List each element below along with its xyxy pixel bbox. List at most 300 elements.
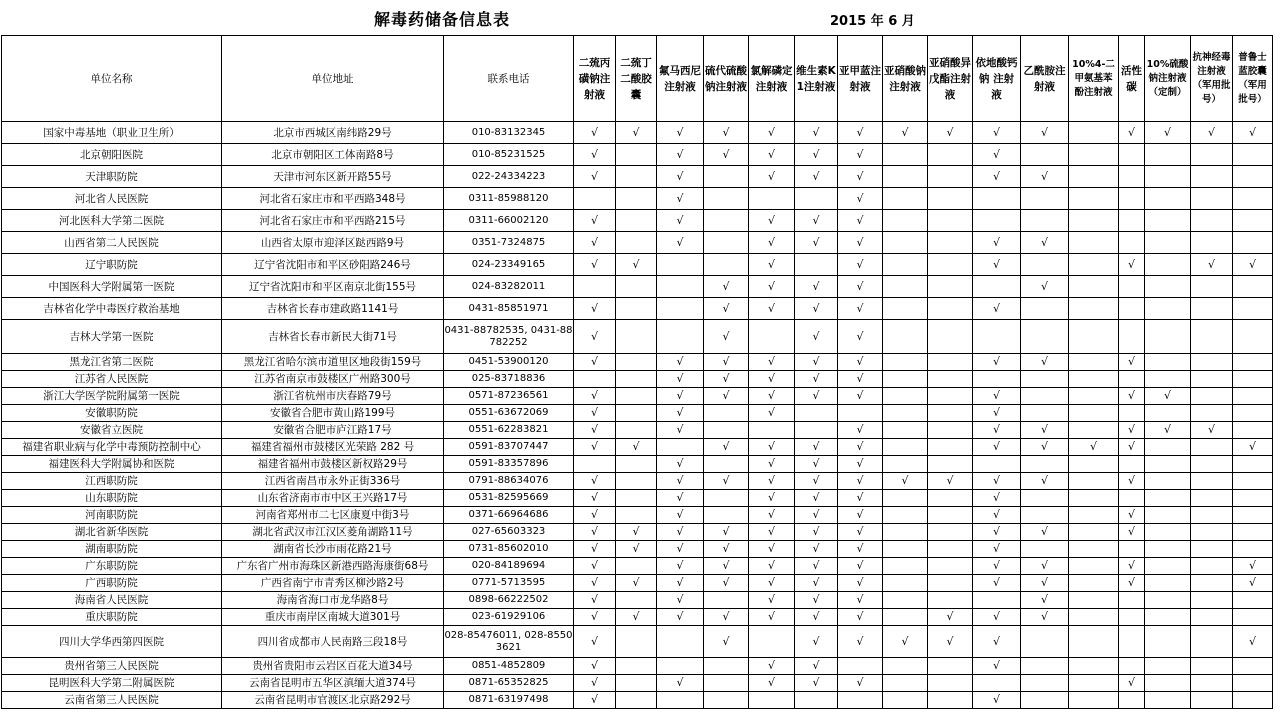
stock-empty-cell — [1119, 692, 1145, 709]
stock-check-cell — [973, 405, 1021, 422]
stock-empty-cell — [1069, 575, 1119, 592]
stock-check-cell — [838, 507, 883, 524]
stock-empty-cell — [704, 456, 749, 473]
check-mark: √ — [1207, 423, 1215, 436]
stock-empty-cell — [1069, 276, 1119, 298]
stock-empty-cell — [973, 592, 1021, 609]
phone-cell: 0311-66002120 — [444, 210, 574, 232]
unit-name-cell: 福建医科大学附属协和医院 — [2, 456, 222, 473]
stock-check-cell — [704, 473, 749, 490]
check-mark: √ — [767, 593, 775, 606]
stock-check-cell — [704, 298, 749, 320]
stock-empty-cell — [1191, 609, 1233, 626]
stock-check-cell — [973, 490, 1021, 507]
column-header-drug: 依地酸钙钠 注射液 — [973, 36, 1021, 122]
check-mark: √ — [676, 423, 684, 436]
stock-check-cell — [574, 405, 616, 422]
stock-check-cell — [1021, 276, 1069, 298]
stock-check-cell — [1119, 254, 1145, 276]
stock-empty-cell — [1233, 298, 1273, 320]
stock-check-cell — [616, 122, 657, 144]
stock-check-cell — [1021, 558, 1069, 575]
check-mark: √ — [1040, 559, 1048, 572]
unit-name-cell: 河北省人民医院 — [2, 188, 222, 210]
stock-check-cell — [1233, 575, 1273, 592]
stock-check-cell — [574, 298, 616, 320]
stock-empty-cell — [1069, 473, 1119, 490]
stock-check-cell — [574, 210, 616, 232]
check-mark: √ — [676, 593, 684, 606]
stock-empty-cell — [1021, 692, 1069, 709]
stock-empty-cell — [1191, 320, 1233, 354]
stock-empty-cell — [1069, 388, 1119, 405]
stock-empty-cell — [657, 320, 704, 354]
check-mark: √ — [856, 279, 864, 293]
unit-name-cell: 安徽省立医院 — [2, 422, 222, 439]
check-mark: √ — [856, 355, 864, 368]
stock-empty-cell — [1191, 575, 1233, 592]
check-mark: √ — [767, 355, 775, 368]
check-mark: √ — [676, 169, 684, 183]
stock-empty-cell — [928, 524, 973, 541]
stock-check-cell — [838, 473, 883, 490]
stock-empty-cell — [1233, 456, 1273, 473]
stock-empty-cell — [973, 675, 1021, 692]
stock-check-cell — [973, 298, 1021, 320]
stock-empty-cell — [1021, 388, 1069, 405]
check-mark: √ — [856, 610, 864, 623]
stock-check-cell — [838, 166, 883, 188]
phone-cell: 010-85231525 — [444, 144, 574, 166]
table-row — [2, 405, 1273, 422]
stock-check-cell — [795, 456, 838, 473]
stock-empty-cell — [1191, 524, 1233, 541]
stock-empty-cell — [928, 210, 973, 232]
stock-empty-cell — [1191, 166, 1233, 188]
check-mark: √ — [856, 213, 864, 227]
stock-empty-cell — [1119, 405, 1145, 422]
stock-empty-cell — [1233, 541, 1273, 558]
stock-empty-cell — [1119, 490, 1145, 507]
unit-address-cell: 江苏省南京市鼓楼区广州路300号 — [222, 371, 444, 388]
stock-empty-cell — [795, 188, 838, 210]
sheet-title: 解毒药储备信息表 — [374, 10, 511, 29]
stock-empty-cell — [1119, 658, 1145, 675]
stock-check-cell — [574, 320, 616, 354]
table-row — [2, 592, 1273, 609]
phone-cell: 0871-65352825 — [444, 675, 574, 692]
unit-address-cell: 吉林省长春市建政路1141号 — [222, 298, 444, 320]
unit-address-cell: 北京市朝阳区工体南路8号 — [222, 144, 444, 166]
phone-cell: 0451-53900120 — [444, 354, 574, 371]
stock-empty-cell — [928, 456, 973, 473]
stock-empty-cell — [1119, 276, 1145, 298]
table-row — [2, 254, 1273, 276]
check-mark: √ — [632, 542, 640, 555]
stock-check-cell — [795, 371, 838, 388]
check-mark: √ — [767, 389, 775, 402]
table-row — [2, 692, 1273, 709]
stock-check-cell — [838, 144, 883, 166]
stock-empty-cell — [928, 490, 973, 507]
stock-empty-cell — [1191, 692, 1233, 709]
stock-empty-cell — [883, 558, 928, 575]
stock-check-cell — [795, 122, 838, 144]
stock-empty-cell — [928, 507, 973, 524]
stock-empty-cell — [1069, 541, 1119, 558]
stock-check-cell — [574, 575, 616, 592]
check-mark: √ — [946, 634, 954, 648]
phone-cell: 0551-63672069 — [444, 405, 574, 422]
stock-empty-cell — [883, 524, 928, 541]
stock-check-cell — [616, 609, 657, 626]
table-row — [2, 166, 1273, 188]
stock-empty-cell — [1069, 210, 1119, 232]
stock-check-cell — [973, 626, 1021, 658]
stock-empty-cell — [883, 254, 928, 276]
check-mark: √ — [1127, 125, 1135, 139]
stock-check-cell — [574, 166, 616, 188]
check-mark: √ — [590, 559, 598, 572]
check-mark: √ — [767, 559, 775, 572]
stock-check-cell — [704, 439, 749, 456]
stock-empty-cell — [1069, 232, 1119, 254]
stock-empty-cell — [1145, 507, 1191, 524]
stock-check-cell — [795, 298, 838, 320]
check-mark: √ — [767, 659, 775, 672]
stock-check-cell — [838, 354, 883, 371]
check-mark: √ — [767, 457, 775, 470]
stock-empty-cell — [883, 507, 928, 524]
stock-empty-cell — [616, 166, 657, 188]
table-row — [2, 675, 1273, 692]
stock-empty-cell — [616, 276, 657, 298]
check-mark: √ — [992, 525, 1000, 538]
phone-cell: 0551-62283821 — [444, 422, 574, 439]
column-header-drug: 抗神经毒注射液（军用批号） — [1191, 36, 1233, 122]
stock-check-cell — [1021, 473, 1069, 490]
stock-empty-cell — [1233, 210, 1273, 232]
stock-check-cell — [795, 166, 838, 188]
phone-cell: 0371-66964686 — [444, 507, 574, 524]
stock-check-cell — [973, 144, 1021, 166]
stock-empty-cell — [1191, 473, 1233, 490]
check-mark: √ — [901, 474, 909, 487]
stock-empty-cell — [1191, 658, 1233, 675]
check-mark: √ — [676, 355, 684, 368]
check-mark: √ — [1163, 389, 1171, 402]
check-mark: √ — [722, 329, 730, 343]
check-mark: √ — [1040, 235, 1048, 249]
check-mark: √ — [856, 559, 864, 572]
stock-check-cell — [574, 354, 616, 371]
check-mark: √ — [722, 372, 730, 385]
check-mark: √ — [856, 147, 864, 161]
stock-check-cell — [657, 405, 704, 422]
check-mark: √ — [856, 235, 864, 249]
unit-name-cell: 辽宁职防院 — [2, 254, 222, 276]
check-mark: √ — [1248, 125, 1256, 139]
check-mark: √ — [1127, 389, 1135, 402]
stock-check-cell — [616, 439, 657, 456]
unit-name-cell: 广西职防院 — [2, 575, 222, 592]
stock-empty-cell — [1145, 354, 1191, 371]
column-header-drug: 二巯丙磺钠注射液 — [574, 36, 616, 122]
check-mark: √ — [590, 576, 598, 589]
stock-check-cell — [657, 541, 704, 558]
stock-check-cell — [704, 320, 749, 354]
stock-check-cell — [749, 524, 795, 541]
stock-check-cell — [574, 507, 616, 524]
unit-name-cell: 贵州省第三人民医院 — [2, 658, 222, 675]
check-mark: √ — [812, 125, 820, 139]
stock-check-cell — [795, 524, 838, 541]
table-header — [2, 36, 1273, 122]
stock-empty-cell — [1145, 592, 1191, 609]
unit-address-cell: 四川省成都市人民南路三段18号 — [222, 626, 444, 658]
unit-address-cell: 湖北省武汉市江汉区菱角湖路11号 — [222, 524, 444, 541]
stock-empty-cell — [1233, 320, 1273, 354]
stock-empty-cell — [1191, 276, 1233, 298]
stock-check-cell — [657, 456, 704, 473]
stock-check-cell — [883, 626, 928, 658]
stock-empty-cell — [574, 276, 616, 298]
check-mark: √ — [812, 634, 820, 648]
stock-check-cell — [749, 490, 795, 507]
check-mark: √ — [676, 676, 684, 689]
check-mark: √ — [992, 389, 1000, 402]
stock-check-cell — [838, 541, 883, 558]
stock-empty-cell — [973, 210, 1021, 232]
stock-check-cell — [1145, 422, 1191, 439]
stock-empty-cell — [574, 456, 616, 473]
table-row — [2, 609, 1273, 626]
check-mark: √ — [722, 301, 730, 315]
check-mark: √ — [992, 169, 1000, 183]
stock-check-cell — [1233, 122, 1273, 144]
stock-empty-cell — [1069, 144, 1119, 166]
table-row — [2, 122, 1273, 144]
stock-check-cell — [1021, 122, 1069, 144]
stock-empty-cell — [795, 692, 838, 709]
stock-empty-cell — [1119, 541, 1145, 558]
unit-address-cell: 广东省广州市海珠区新港西路海康街68号 — [222, 558, 444, 575]
check-mark: √ — [856, 576, 864, 589]
table-row — [2, 524, 1273, 541]
stock-empty-cell — [657, 439, 704, 456]
stock-check-cell — [795, 276, 838, 298]
check-mark: √ — [767, 235, 775, 249]
stock-check-cell — [795, 558, 838, 575]
check-mark: √ — [992, 355, 1000, 368]
check-mark: √ — [590, 593, 598, 606]
unit-address-cell: 福建省福州市鼓楼区光荣路 282 号 — [222, 439, 444, 456]
stock-empty-cell — [1145, 456, 1191, 473]
check-mark: √ — [992, 610, 1000, 623]
table-row — [2, 388, 1273, 405]
stock-empty-cell — [928, 575, 973, 592]
stock-empty-cell — [1021, 541, 1069, 558]
unit-name-cell: 国家中毒基地（职业卫生所） — [2, 122, 222, 144]
check-mark: √ — [992, 235, 1000, 249]
stock-check-cell — [657, 166, 704, 188]
stock-check-cell — [795, 320, 838, 354]
stock-check-cell — [749, 405, 795, 422]
stock-empty-cell — [883, 675, 928, 692]
check-mark: √ — [856, 423, 864, 436]
check-mark: √ — [722, 525, 730, 538]
stock-empty-cell — [1069, 490, 1119, 507]
stock-check-cell — [657, 524, 704, 541]
unit-address-cell: 河北省石家庄市和平西路348号 — [222, 188, 444, 210]
check-mark: √ — [590, 676, 598, 689]
table-row — [2, 507, 1273, 524]
stock-check-cell — [928, 609, 973, 626]
check-mark: √ — [676, 389, 684, 402]
stock-empty-cell — [1233, 405, 1273, 422]
check-mark: √ — [812, 440, 820, 453]
stock-empty-cell — [616, 371, 657, 388]
stock-check-cell — [616, 524, 657, 541]
stock-check-cell — [1021, 609, 1069, 626]
stock-empty-cell — [657, 658, 704, 675]
stock-empty-cell — [1021, 626, 1069, 658]
stock-empty-cell — [704, 405, 749, 422]
unit-address-cell: 湖南省长沙市雨花路21号 — [222, 541, 444, 558]
stock-check-cell — [973, 524, 1021, 541]
unit-address-cell: 海南省海口市龙华路8号 — [222, 592, 444, 609]
stock-check-cell — [1021, 575, 1069, 592]
stock-empty-cell — [704, 490, 749, 507]
check-mark: √ — [767, 372, 775, 385]
stock-empty-cell — [704, 675, 749, 692]
unit-name-cell: 河北医科大学第二医院 — [2, 210, 222, 232]
stock-check-cell — [749, 354, 795, 371]
stock-check-cell — [838, 371, 883, 388]
phone-cell: 0731-85602010 — [444, 541, 574, 558]
stock-check-cell — [574, 692, 616, 709]
unit-name-cell: 安徽职防院 — [2, 405, 222, 422]
stock-empty-cell — [1233, 232, 1273, 254]
stock-check-cell — [838, 675, 883, 692]
stock-empty-cell — [928, 354, 973, 371]
stock-check-cell — [657, 122, 704, 144]
stock-empty-cell — [1233, 507, 1273, 524]
stock-check-cell — [749, 473, 795, 490]
check-mark: √ — [812, 559, 820, 572]
check-mark: √ — [676, 213, 684, 227]
check-mark: √ — [856, 301, 864, 315]
stock-check-cell — [973, 439, 1021, 456]
stock-empty-cell — [1145, 371, 1191, 388]
stock-check-cell — [973, 609, 1021, 626]
stock-check-cell — [657, 388, 704, 405]
check-mark: √ — [856, 474, 864, 487]
unit-name-cell: 中国医科大学附属第一医院 — [2, 276, 222, 298]
stock-check-cell — [749, 166, 795, 188]
check-mark: √ — [992, 440, 1000, 453]
phone-cell: 0571-87236561 — [444, 388, 574, 405]
stock-empty-cell — [883, 592, 928, 609]
check-mark: √ — [676, 457, 684, 470]
stock-check-cell — [574, 592, 616, 609]
check-mark: √ — [812, 542, 820, 555]
stock-check-cell — [749, 144, 795, 166]
stock-empty-cell — [1233, 675, 1273, 692]
stock-check-cell — [749, 609, 795, 626]
table-row — [2, 658, 1273, 675]
stock-check-cell — [657, 558, 704, 575]
stock-empty-cell — [1119, 456, 1145, 473]
stock-empty-cell — [704, 592, 749, 609]
phone-cell: 0431-85851971 — [444, 298, 574, 320]
stock-check-cell — [1191, 122, 1233, 144]
stock-check-cell — [1233, 254, 1273, 276]
unit-name-cell: 吉林省化学中毒医疗救治基地 — [2, 298, 222, 320]
stock-empty-cell — [616, 422, 657, 439]
check-mark: √ — [767, 213, 775, 227]
check-mark: √ — [856, 542, 864, 555]
column-header-drug: 氟马西尼注射液 — [657, 36, 704, 122]
antidote-table — [1, 35, 1273, 709]
stock-empty-cell — [883, 298, 928, 320]
check-mark: √ — [676, 474, 684, 487]
check-mark: √ — [812, 213, 820, 227]
stock-check-cell — [795, 675, 838, 692]
check-mark: √ — [812, 301, 820, 315]
sheet-date: 2015 年 6 月 — [830, 14, 915, 29]
stock-check-cell — [1233, 626, 1273, 658]
stock-check-cell — [749, 507, 795, 524]
stock-check-cell — [838, 558, 883, 575]
column-header-drug: 普鲁士蓝胶囊（军用批号） — [1233, 36, 1273, 122]
check-mark: √ — [590, 213, 598, 227]
stock-empty-cell — [574, 188, 616, 210]
unit-name-cell: 云南省第三人民医院 — [2, 692, 222, 709]
stock-empty-cell — [749, 422, 795, 439]
check-mark: √ — [1127, 474, 1135, 487]
stock-empty-cell — [1021, 371, 1069, 388]
stock-empty-cell — [1021, 320, 1069, 354]
column-header-drug: 二巯丁二酸胶囊 — [616, 36, 657, 122]
check-mark: √ — [812, 593, 820, 606]
stock-empty-cell — [704, 166, 749, 188]
check-mark: √ — [1248, 634, 1256, 648]
stock-empty-cell — [657, 626, 704, 658]
stock-check-cell — [574, 675, 616, 692]
check-mark: √ — [1040, 279, 1048, 293]
table-row — [2, 276, 1273, 298]
check-mark: √ — [1163, 423, 1171, 436]
check-mark: √ — [1040, 474, 1048, 487]
stock-check-cell — [749, 276, 795, 298]
stock-empty-cell — [1069, 298, 1119, 320]
check-mark: √ — [946, 474, 954, 487]
stock-check-cell — [795, 144, 838, 166]
check-mark: √ — [722, 474, 730, 487]
stock-empty-cell — [928, 675, 973, 692]
stock-check-cell — [657, 473, 704, 490]
stock-empty-cell — [928, 422, 973, 439]
stock-check-cell — [973, 658, 1021, 675]
stock-empty-cell — [883, 144, 928, 166]
phone-cell: 0311-85988120 — [444, 188, 574, 210]
phone-cell: 0851-4852809 — [444, 658, 574, 675]
phone-cell: 0771-5713595 — [444, 575, 574, 592]
stock-empty-cell — [1119, 592, 1145, 609]
unit-address-cell: 浙江省杭州市庆春路79号 — [222, 388, 444, 405]
stock-empty-cell — [1145, 276, 1191, 298]
